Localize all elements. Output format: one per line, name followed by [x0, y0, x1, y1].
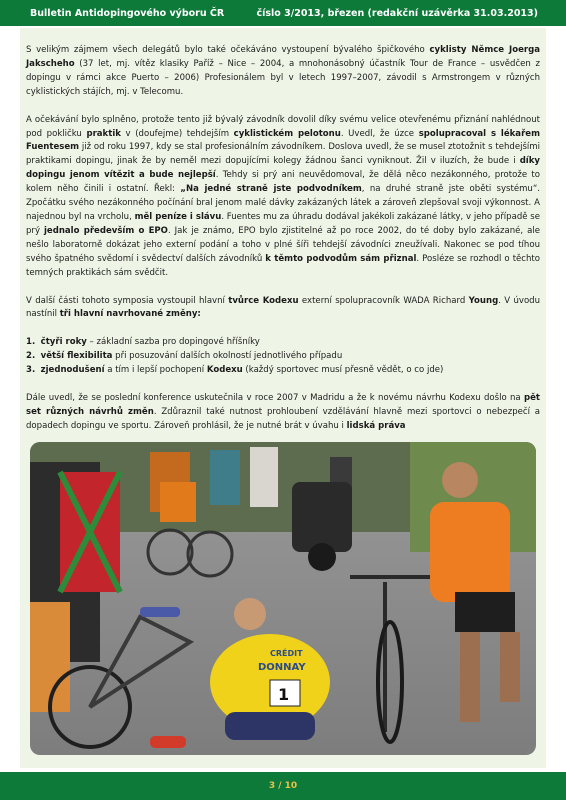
list-number: 2.: [26, 351, 36, 362]
text: – základní sazba pro dopingové hříšníky: [86, 337, 260, 348]
footer-bar: [0, 772, 566, 800]
paragraph-2: [26, 114, 540, 281]
text: a tím i lepší pochopení: [104, 365, 207, 376]
text: v (doufejme) tehdejším: [120, 128, 234, 139]
bold-text: lidská práva: [346, 420, 406, 431]
list-number: 3.: [26, 365, 36, 376]
bulletin-title: Bulletin Antidopingového výboru ČR: [30, 8, 225, 19]
text: již od roku 1997, kdy se stal profesionálním závodníkem. Doslova uvedl, že se musel ztotožnit s tehdejšími praktikami dopingu, jinak že by neměl mezi dopujícími kolegy žádnou šanci vyniknout. Žil v iluzích, že bude i: [26, 142, 540, 167]
motorcycle-wheel: [308, 543, 336, 571]
photo-illustration: [30, 442, 536, 755]
text: (každý sportovec musí přesně vědět, o co jde): [242, 365, 444, 376]
page-number: 3 / 10: [268, 781, 298, 791]
spectator: [250, 447, 278, 507]
bold-text: spolupracoval s lékařem Fuentesem: [26, 128, 540, 153]
text: . Tehdy si prý ani neuvědomoval, že dělá něco nezákonného, protože to kolem něho činili i ostatní. Řekl:: [26, 170, 540, 195]
bold-text: praktik: [86, 128, 121, 139]
bold-text: čtyři roky: [40, 337, 87, 348]
bold-text: cyklisty Němce Joerga Jakscheho: [26, 45, 540, 69]
text: S velikým zájmem všech delegátů bylo také očekáváno vystoupení bývalého špičkového: [26, 45, 430, 55]
bold-text: cyklistickém pelotonu: [233, 128, 341, 139]
bold-text: jednalo především o EPO: [43, 225, 168, 236]
header-bar: [0, 0, 566, 26]
jersey-sponsor: DONNAY: [258, 662, 306, 673]
bold-text: díky dopingu jenom vítězit a bude nejlepší: [26, 156, 540, 181]
paragraph-3: [26, 295, 540, 323]
text: . Uvedl, že úzce: [340, 128, 419, 139]
text: . Jak je známo, EPO bylo zjistitelné až po roce 2002, do té doby bylo zakázané, ale nešlo laboratorně dokázat jeho externí podání a toho v plné šíři tehdejší závodníci zneužívali. Nakonec se pod tíhou svého špatného svědomí i svědectví dalších závodníků: [26, 225, 540, 264]
standing-rider-leg: [460, 632, 480, 722]
motorcycle: [292, 482, 352, 552]
bold-text: zjednodušení: [40, 365, 105, 376]
cycling-race-photo: [30, 442, 536, 755]
list-item: [26, 364, 540, 378]
spectator: [210, 450, 240, 505]
bold-text: Young: [468, 295, 499, 306]
bold-text: měl peníze i slávu: [134, 211, 222, 222]
text: externí spolupracovník WADA Richard: [298, 295, 469, 306]
bold-text: „Na jedné straně jste podvodníkem: [180, 184, 362, 195]
cyclist-jersey: [160, 482, 196, 522]
text: při posuzování dalších okolností jednotlivého případu: [112, 351, 343, 362]
bold-text: větší flexibilita: [40, 351, 113, 362]
standing-rider-jersey: [430, 502, 510, 602]
bike-saddle: [140, 607, 180, 617]
text: (37 let, mj. vítěz klasiky Paříž – Nice – 2004, a mnohonásobný účastník Tour de France – usvědčen z dopingu v rámci akce Puerto – 2006) Profesionálem byl v letech 1997–2007, závodil s Armstrongem v různých cyklistických stájích, mj. v Telecomu.: [26, 58, 540, 97]
list-item: [26, 336, 540, 350]
proposed-changes-list: [26, 336, 540, 378]
list-number: 1.: [26, 337, 36, 348]
text: A očekávání bylo splněno, protože tento již bývalý závodník dovolil díky svému velice otevřenému přiznání nahlédnout pod pokličku: [26, 114, 540, 139]
bold-text: k těmto podvodům sám přiznal: [265, 253, 417, 264]
race-number: 1: [278, 685, 290, 704]
issue-info: číslo 3/2013, březen (redakční uzávěrka 31.03.2013): [256, 8, 538, 19]
bold-text: Kodexu: [206, 365, 243, 376]
text: Dále uvedl, že se poslední konference uskutečnila v roce 2007 v Madridu a že k novému návrhu Kodexu došlo na: [26, 393, 524, 404]
text: . V úvodu nastínil: [26, 295, 541, 320]
text: . Fuentes mu za úhradu dodával jakékoli zakázané látky, v jeho případě se prý: [26, 211, 540, 236]
bold-text: pět set různých návrhů změn: [26, 393, 540, 417]
text: . Posléze se rozhodl o těchto temných praktikách sám svědčit.: [26, 253, 541, 278]
text: V další části tohoto symposia vystoupil hlavní: [26, 295, 229, 306]
standing-rider-head: [442, 462, 478, 498]
bold-text: tři hlavní navrhované změny:: [59, 309, 201, 320]
fallen-rider-head: [234, 598, 266, 630]
water-bottle: [150, 736, 186, 748]
jersey-sponsor: CRÉDIT: [270, 649, 303, 658]
paragraph-4: [26, 392, 540, 434]
standing-rider-leg: [500, 632, 520, 702]
bold-text: tvůrce Kodexu: [228, 295, 299, 306]
paragraph-1: [26, 44, 540, 100]
standing-rider-shorts: [455, 592, 515, 632]
text: , na druhé straně jste oběti systému“. Zpočátku svého nezákonného počínání bral jenom malé dávky zakázaných látek a zároveň zlepšoval svoji výkonnost. A najednou byl na vrcholu,: [26, 184, 540, 222]
list-item: [26, 350, 540, 364]
fallen-rider-shorts: [225, 712, 315, 740]
text: . Zdůraznil také nutnost prohloubení vzdělávání hlavně mezi sportovci o nebezpečí a dopadech dopingu ve sportu. Zároveň prohlásil, že je nutné brát v úvahu i: [26, 406, 541, 431]
article-body: [26, 44, 540, 434]
